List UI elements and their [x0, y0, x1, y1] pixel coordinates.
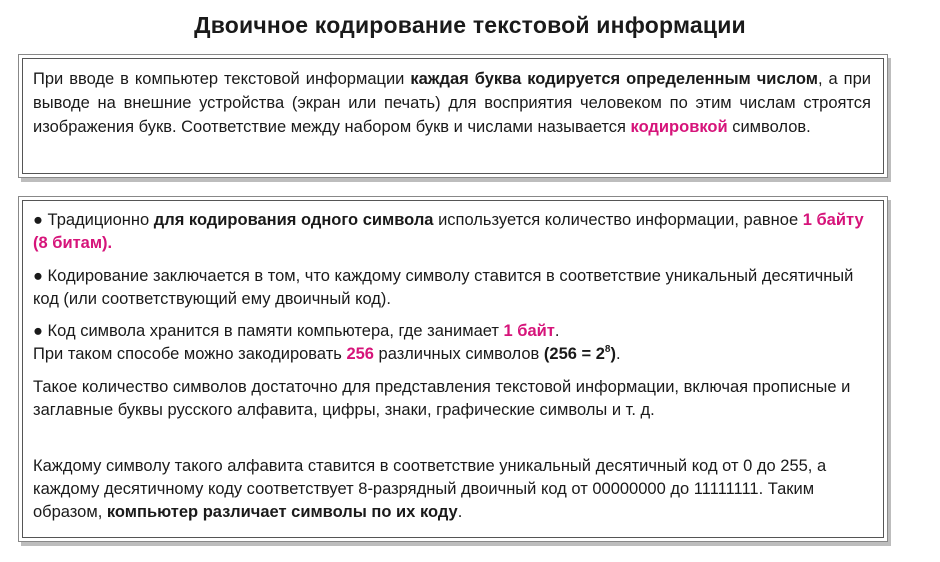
bullet-icon: ● [33, 267, 43, 285]
item-3-formula-exponent: 8 [604, 343, 611, 355]
intro-paragraph [33, 67, 871, 139]
item-3-formula-base: (256 = 2 [543, 345, 605, 363]
item-1-highlight: 1 байту (8 битам). [33, 211, 864, 252]
item-3-text-4: различных символов [373, 345, 544, 363]
item-5-bold: компьютер различает символы по их коду [106, 503, 458, 521]
intro-box [22, 58, 884, 174]
item-3-formula [544, 345, 616, 363]
item-2-text: Кодирование заключается в том, что каждому символу ставится в соответствие уникальный десятичный код (или соответствующий ему двоичный код). [33, 267, 854, 308]
page-title: Двоичное кодирование текстовой информации [194, 12, 746, 38]
item-3-text-2: . [554, 322, 560, 340]
intro-bold-1: каждая буква кодируется определенным числом [410, 70, 818, 88]
bullet-icon: ● [33, 211, 43, 229]
item-3-text-5: . [615, 345, 621, 363]
details-box [22, 200, 884, 538]
item-1 [33, 209, 873, 255]
item-5 [33, 455, 873, 524]
item-2 [33, 265, 873, 311]
intro-text-3: символов. [727, 118, 811, 136]
item-5-text-1: Каждому символу такого алфавита ставится в соответствие уникальный десятичный код от 0 до 255, а каждому десятичному коду соответствует 8-разрядный двоичный код от 00000000 до 11111111. Таким образом, [33, 457, 827, 521]
intro-highlight-encoding: кодировкой [630, 118, 728, 136]
item-3 [33, 320, 873, 366]
item-4-text: Такое количество символов достаточно для представления текстовой информации, включая прописные и заглавные буквы русского алфавита, цифры, знаки, графические символы и т. д. [33, 378, 851, 419]
item-3-text-1: Код символа хранится в памяти компьютера, где занимает [42, 322, 504, 340]
item-3-formula-close: ) [610, 345, 616, 363]
item-3-text-3: При таком способе можно закодировать [33, 345, 347, 363]
item-3-highlight-byte: 1 байт [503, 322, 555, 340]
item-1-text-2: используется количество информации, равное [433, 211, 803, 229]
item-1-text-1: Традиционно [42, 211, 154, 229]
intro-text-1: При вводе в компьютер текстовой информации [33, 70, 411, 88]
item-4 [33, 376, 873, 422]
item-1-bold: для кодирования одного символа [153, 211, 434, 229]
intro-text-2: , а при выводе на внешние устройства (экран или печать) для восприятия человеком по этим числам строятся изображения букв. Соответствие между набором букв и числами называется [33, 70, 871, 136]
item-3-highlight-256: 256 [346, 345, 374, 363]
item-5-text-2: . [457, 503, 463, 521]
bullet-icon: ● [33, 322, 43, 340]
